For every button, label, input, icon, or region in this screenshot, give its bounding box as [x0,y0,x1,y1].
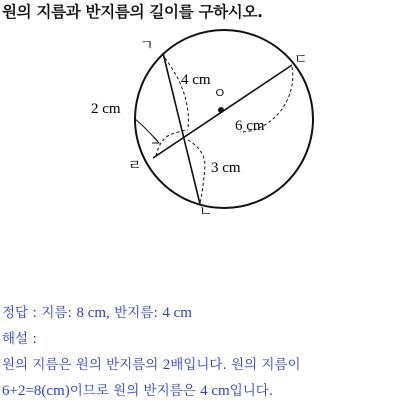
explanation-2d: 입니다. [229,383,274,399]
leader-2cm-arrowhead [152,137,159,143]
radius-value: 4 cm [162,305,192,321]
label-center: ㅇ [213,86,227,102]
answer-label: 정답 : [2,305,37,321]
label-rieul: ㄹ [128,158,142,174]
brace-4cm [165,58,188,128]
explanation-1b: 2 [162,357,171,373]
label-nieun: ㄴ [199,204,213,220]
label-giyeok: ㄱ [140,38,154,54]
question-text: 원의 지름과 반지름의 길이를 구하시오. [2,3,263,21]
answer-section [2,300,398,404]
explanation-line-1 [2,352,398,378]
diameter-label: 지름: [41,305,73,321]
circle-outline [135,30,313,208]
label-6cm: 6 cm [235,118,265,134]
diameter-value: 8 cm, [76,305,110,321]
label-digeut: ㄷ [294,52,308,68]
explanation-label: 해설 : [2,331,37,347]
explanation-2c: 4 cm [200,383,230,399]
label-3cm: 3 cm [211,160,241,176]
explanation-2b: 이므로 원의 반지름은 [69,383,196,399]
explanation-1a: 원의 지름은 원의 반지름의 [2,357,159,373]
radius-label: 반지름: [114,305,158,321]
explanation-line-2 [2,378,398,404]
explanation-2a: 6+2=8(cm) [2,383,70,399]
center-dot [218,107,224,113]
label-4cm: 4 cm [181,72,211,88]
label-2cm: 2 cm [91,101,121,117]
explanation-label-line [2,326,398,352]
explanation-1c: 배입니다. 원의 지름이 [170,357,301,373]
brace-3cm [188,140,205,203]
answer-line [2,300,398,326]
